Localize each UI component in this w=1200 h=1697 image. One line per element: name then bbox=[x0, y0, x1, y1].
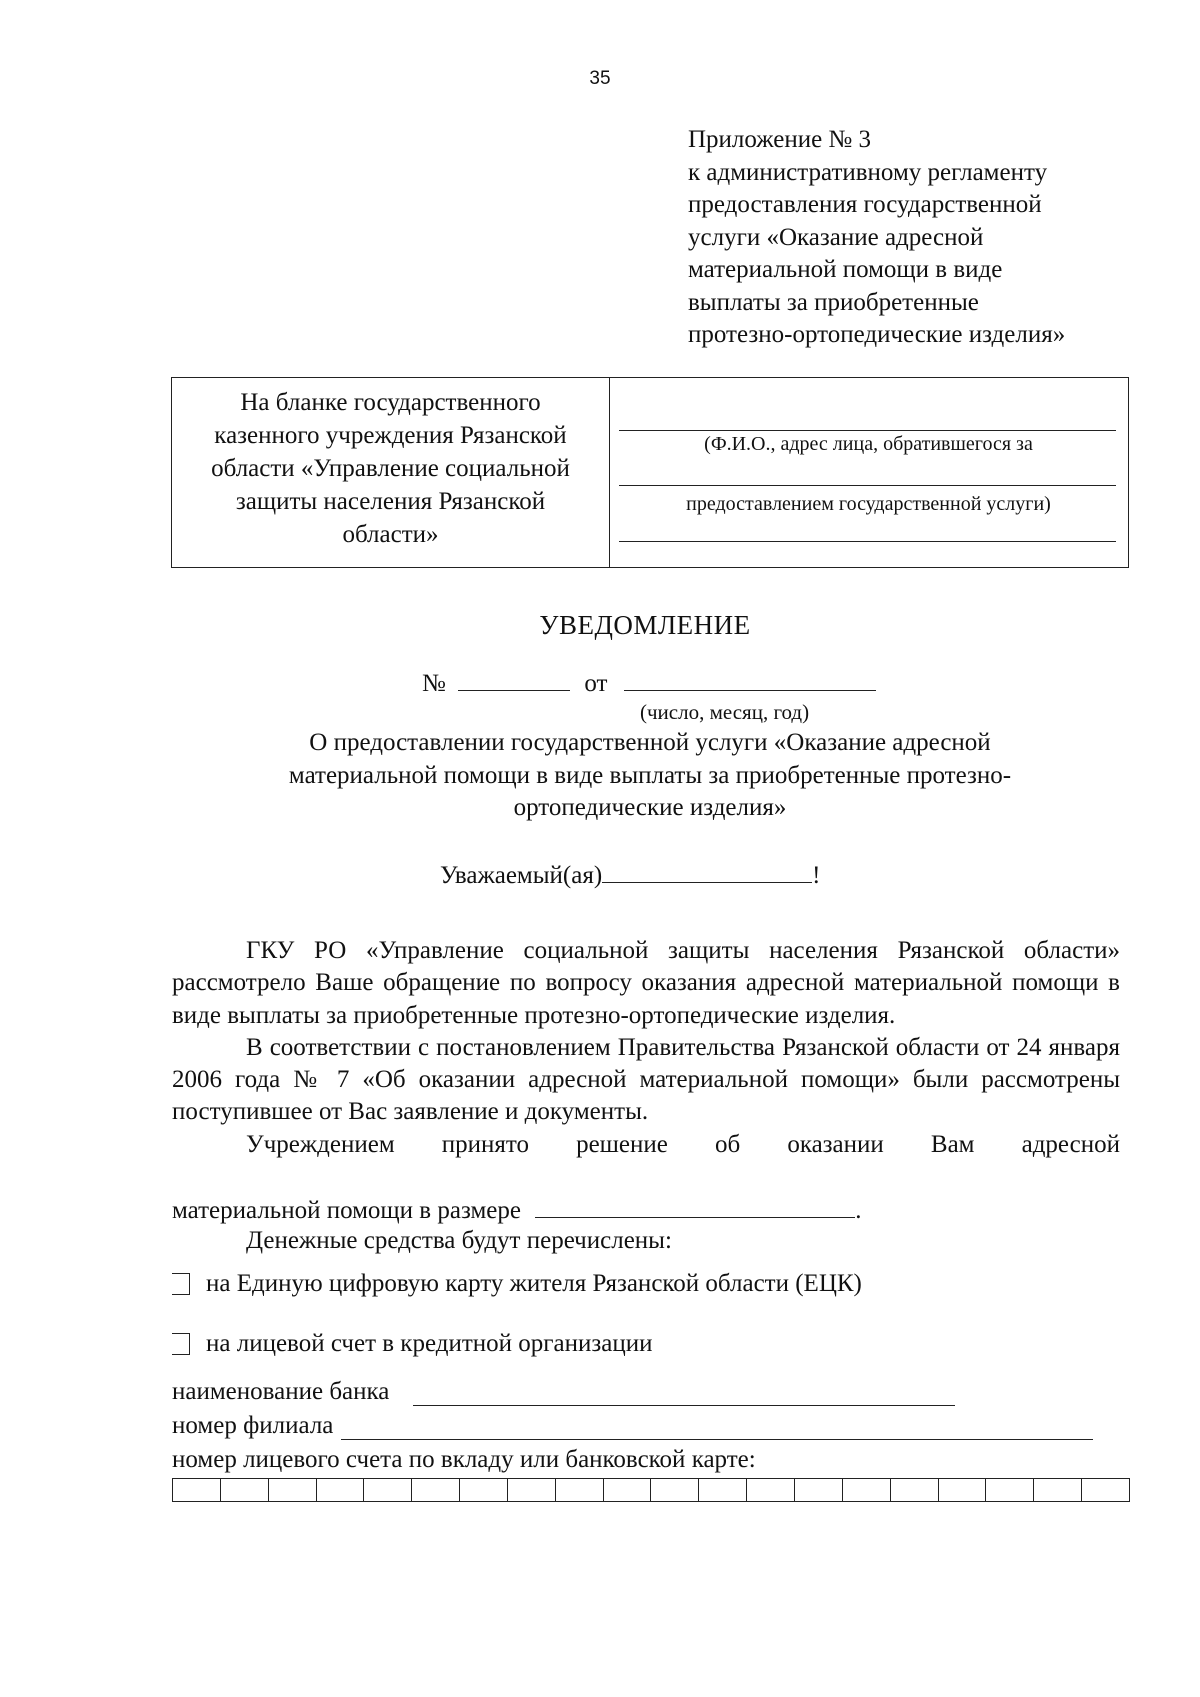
checkbox-account[interactable] bbox=[172, 1333, 190, 1355]
account-digit-cell[interactable] bbox=[508, 1479, 556, 1501]
appendix-line: протезно-ортопедические изделия» bbox=[688, 321, 1066, 348]
greeting bbox=[440, 860, 821, 890]
branch-number-row bbox=[172, 1412, 1093, 1440]
account-digit-cell[interactable] bbox=[269, 1479, 317, 1501]
account-digit-cell[interactable] bbox=[364, 1479, 412, 1501]
amount-field[interactable] bbox=[535, 1195, 855, 1218]
account-digit-cell[interactable] bbox=[460, 1479, 508, 1501]
greeting-suffix: ! bbox=[812, 862, 821, 889]
account-digit-cell[interactable] bbox=[1082, 1479, 1130, 1501]
option-account-label: на лицевой счет в кредитной организации bbox=[206, 1330, 653, 1357]
account-digit-cell[interactable] bbox=[986, 1479, 1034, 1501]
appendix-line: предоставления государственной bbox=[688, 191, 1042, 218]
document-title: УВЕДОМЛЕНИЕ bbox=[539, 610, 751, 640]
account-digit-cell[interactable] bbox=[173, 1479, 221, 1501]
account-digit-cell[interactable] bbox=[1034, 1479, 1082, 1501]
bank-name-field[interactable] bbox=[413, 1381, 955, 1406]
header-divider bbox=[609, 378, 610, 567]
amount-line bbox=[172, 1195, 862, 1225]
account-digit-cell[interactable] bbox=[317, 1479, 365, 1501]
amount-period: . bbox=[855, 1197, 862, 1224]
letterhead-line: области «Управление социальной bbox=[211, 455, 570, 482]
subject-line: О предоставлении государственной услуги «Оказание адресной bbox=[309, 729, 991, 756]
letterhead-line: казенного учреждения Рязанской bbox=[214, 422, 567, 449]
branch-number-label: номер филиала bbox=[172, 1412, 334, 1439]
account-number-label: номер лицевого счета по вкладу или банковской карте: bbox=[172, 1446, 756, 1473]
number-date-line bbox=[422, 668, 876, 698]
option-account[interactable] bbox=[172, 1330, 652, 1358]
notice-subject bbox=[170, 727, 1130, 825]
from-label: от bbox=[584, 670, 608, 697]
appendix-note bbox=[688, 124, 1065, 352]
account-digit-cell[interactable] bbox=[556, 1479, 604, 1501]
appendix-line: материальной помощи в виде bbox=[688, 256, 1003, 283]
page-number: 35 bbox=[589, 68, 611, 89]
date-field[interactable] bbox=[624, 668, 876, 691]
account-digit-cell[interactable] bbox=[412, 1479, 460, 1501]
bank-name-label: наименование банка bbox=[172, 1378, 390, 1405]
recipient-line[interactable] bbox=[619, 430, 1116, 431]
bank-name-row bbox=[172, 1378, 955, 1406]
transfer-intro: Денежные средства будут перечислены: bbox=[246, 1227, 672, 1254]
account-digit-cell[interactable] bbox=[843, 1479, 891, 1501]
account-digit-cell[interactable] bbox=[604, 1479, 652, 1501]
notice-body bbox=[172, 935, 1120, 1161]
appendix-line: выплаты за приобретенные bbox=[688, 288, 979, 316]
account-digit-cell[interactable] bbox=[699, 1479, 747, 1501]
account-digit-cell[interactable] bbox=[939, 1479, 987, 1501]
account-digit-cell[interactable] bbox=[747, 1479, 795, 1501]
date-hint: (число, месяц, год) bbox=[640, 700, 810, 724]
appendix-line: услуги «Оказание адресной bbox=[688, 223, 984, 251]
subject-line: ортопедические изделия» bbox=[513, 794, 787, 821]
account-digit-cell[interactable] bbox=[891, 1479, 939, 1501]
body-paragraph: ГКУ РО «Управление социальной защиты населения Рязанской области» рассмотрело Ваше обращение по вопросу оказания адресной материальной помощи в виде выплаты за приобретенные протезно-ортопедические изделия. bbox=[172, 937, 1120, 1029]
letterhead-placeholder bbox=[172, 386, 609, 551]
addressee-field[interactable] bbox=[602, 860, 812, 883]
account-number-row bbox=[172, 1446, 756, 1474]
option-ecк[interactable] bbox=[172, 1270, 862, 1298]
recipient-hint: (Ф.И.О., адрес лица, обратившегося за bbox=[704, 433, 1033, 455]
recipient-line[interactable] bbox=[619, 485, 1116, 486]
branch-number-field[interactable] bbox=[341, 1415, 1093, 1440]
body-paragraph: В соответствии с постановлением Правительства Рязанской области от 24 января 2006 года № 7 «Об оказании адресной материальной помощи» были рассмотрены поступившее от Вас заявление и документы. bbox=[172, 1033, 1120, 1126]
checkbox-ecк[interactable] bbox=[172, 1273, 190, 1295]
recipient-line[interactable] bbox=[619, 541, 1116, 542]
account-digit-cell[interactable] bbox=[651, 1479, 699, 1501]
recipient-hint: предоставлением государственной услуги) bbox=[686, 493, 1051, 515]
appendix-line: Приложение № 3 bbox=[688, 126, 872, 153]
account-digit-cell[interactable] bbox=[795, 1479, 843, 1501]
number-field[interactable] bbox=[458, 668, 570, 691]
account-digit-cell[interactable] bbox=[221, 1479, 269, 1501]
body-paragraph: Учреждением принято решение об оказании Вам адресной bbox=[246, 1130, 1120, 1158]
letterhead-line: защиты населения Рязанской bbox=[235, 488, 546, 515]
letterhead-line: На бланке государственного bbox=[240, 389, 541, 416]
option-ecк-label: на Единую цифровую карту жителя Рязанской области (ЕЦК) bbox=[206, 1270, 862, 1297]
number-label: № bbox=[422, 670, 446, 697]
greeting-prefix: Уважаемый(ая) bbox=[440, 862, 603, 889]
amount-label: материальной помощи в размере bbox=[172, 1197, 521, 1224]
appendix-line: к административному регламенту bbox=[688, 158, 1048, 186]
subject-line: материальной помощи в виде выплаты за приобретенные протезно- bbox=[288, 761, 1012, 789]
account-number-grid bbox=[172, 1478, 1130, 1502]
header-table bbox=[171, 377, 1129, 568]
letterhead-line: области» bbox=[342, 521, 439, 548]
